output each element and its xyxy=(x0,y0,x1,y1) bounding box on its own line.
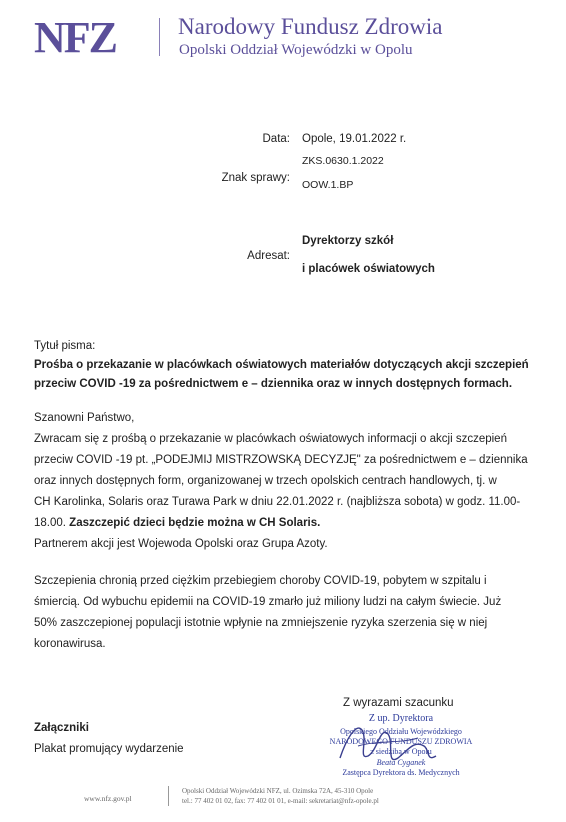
signature xyxy=(328,700,448,780)
addressee-line-1: Dyrektorzy szkół xyxy=(302,235,394,247)
subject-line-2: przeciw COVID -19 za pośrednictwem e – dziennika oraz w innych dostępnych formach. xyxy=(34,378,513,390)
footer-contact: tel.: 77 402 01 02, fax: 77 402 01 01, e-mail: sekretariat@nfz-opole.pl xyxy=(182,797,379,805)
p1-line-2: przeciw COVID -19 pt. „PODEJMIJ MISTRZOWSKĄ DECYZJĘ" za pośrednictwem e – dziennika xyxy=(34,454,528,466)
p1-line-5 xyxy=(34,513,534,534)
org-branch: Opolski Oddział Wojewódzki w Opolu xyxy=(179,42,413,58)
stamp-line-6: Zastępca Dyrektora ds. Medycznych xyxy=(342,768,460,777)
header-divider xyxy=(159,18,160,56)
stamp-line-3: NARODOWEGO FUNDUSZU ZDROWIA xyxy=(329,737,473,746)
stamp-line-2: Opolskiego Oddziału Wojewódzkiego xyxy=(340,727,462,736)
case-ref: OOW.1.BP xyxy=(302,179,354,191)
p2-line-1: Szczepienia chronią przed ciężkim przebiegiem choroby COVID-19, pobytem w szpitalu i xyxy=(34,575,487,587)
case-number: ZKS.0630.1.2022 xyxy=(302,155,384,167)
subject-label: Tytuł pisma: xyxy=(34,340,96,352)
stamp-line-5: Beata Cyganek xyxy=(376,758,426,767)
addressee-label: Adresat: xyxy=(247,250,290,262)
p2-line-4: koronawirusa. xyxy=(34,638,106,650)
nfz-logo xyxy=(34,14,138,58)
footer-divider xyxy=(168,786,169,806)
date-value: Opole, 19.01.2022 r. xyxy=(302,133,407,145)
body-block xyxy=(34,408,534,655)
p2-line-2: śmiercią. Od wybuchu epidemii na COVID-19 zmarło już miliony ludzi na całym świecie. Już xyxy=(34,596,502,608)
regards: Z wyrazami szacunku xyxy=(343,697,454,709)
org-name: Narodowy Fundusz Zdrowia xyxy=(178,14,443,39)
attachments-label: Załączniki xyxy=(34,722,89,734)
p1-line-3: oraz innych dostępnych form, organizowanej w trzech opolskich centrach handlowych, tj. w xyxy=(34,475,497,487)
footer-address: Opolski Oddział Wojewódzki NFZ, ul. Ozimska 72A, 45-310 Opole xyxy=(182,787,374,795)
greeting: Szanowni Państwo, xyxy=(34,412,135,424)
case-label: Znak sprawy: xyxy=(221,172,290,184)
subject-line-1: Prośba o przekazanie w placówkach oświatowych materiałów dotyczących akcji szczepień xyxy=(34,359,529,371)
stamp-line-1: Z up. Dyrektora xyxy=(368,713,434,724)
subject-block xyxy=(34,336,534,395)
p2-line-3: 50% zaszczepionej populacji istotnie wpłynie na zmniejszenie ryzyka szerzenia się w niej xyxy=(34,617,488,629)
p1-line-4: CH Karolinka, Solaris oraz Turawa Park w dniu 22.01.2022 r. (najbliższa sobota) w godz. 11.00- xyxy=(34,496,521,508)
date-label: Data: xyxy=(262,133,290,145)
p1-line-5-bold: Zaszczepić dzieci będzie można w CH Solaris. xyxy=(69,517,321,529)
attachment-item: Plakat promujący wydarzenie xyxy=(34,743,184,755)
footer-website: www.nfz.gov.pl xyxy=(84,794,132,803)
p1-line-6: Partnerem akcji jest Wojewoda Opolski oraz Grupa Azoty. xyxy=(34,538,328,550)
svg-text:NFZ: NFZ xyxy=(34,14,116,58)
addressee-line-2: i placówek oświatowych xyxy=(302,263,435,275)
p1-line-5-time: 18.00. xyxy=(34,517,70,529)
p1-line-1: Zwracam się z prośbą o przekazanie w placówkach oświatowych informacji o akcji szczepień xyxy=(34,433,507,445)
stamp-line-4: z siedzibą w Opolu xyxy=(370,747,432,756)
